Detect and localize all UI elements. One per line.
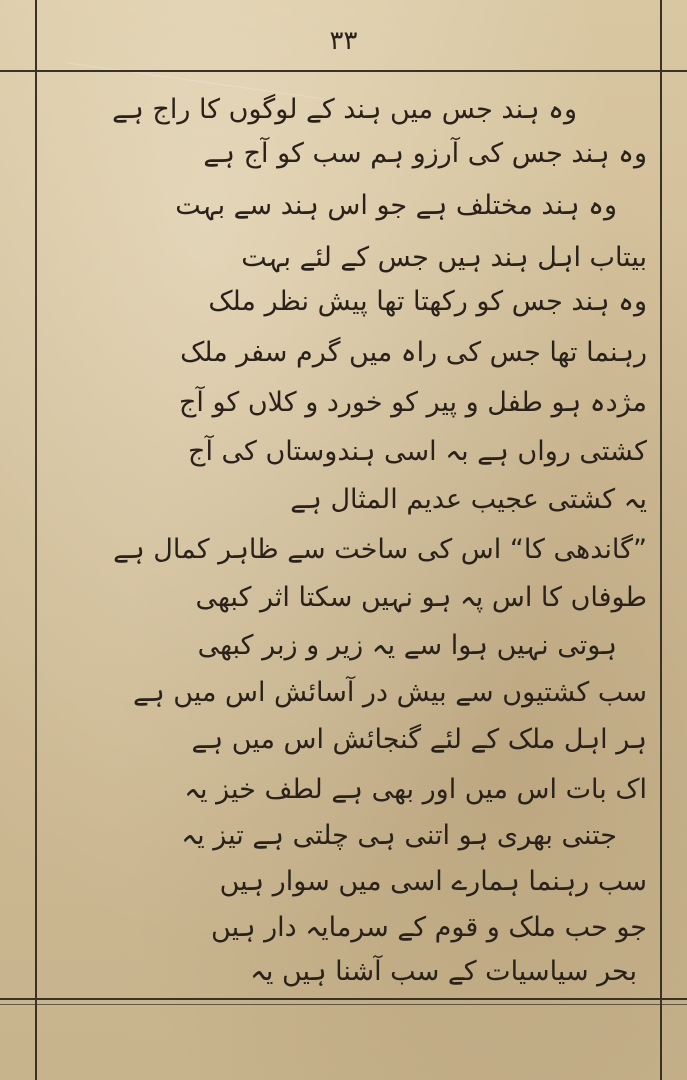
verse-line: سب رہنما ہمارے اسی میں سوار ہیں: [219, 866, 647, 897]
verse-line: وہ ہند مختلف ہے جو اس ہند سے بہت: [175, 190, 617, 221]
header-rule: [0, 70, 687, 72]
verse-line: ہر اہل ملک کے لئے گنجائش اس میں ہے: [191, 724, 647, 755]
verse-line: جو حب ملک و قوم کے سرمایہ دار ہیں: [211, 912, 647, 943]
page-number: ۳۳: [329, 26, 358, 56]
footer-rule: [0, 998, 687, 1000]
verse-line: طوفاں کا اس پہ ہو نہیں سکتا اثر کبھی: [195, 582, 647, 613]
verse-line: جتنی بھری ہو اتنی ہی چلتی ہے تیز یہ: [181, 820, 617, 851]
footer-rule-thin: [0, 1004, 687, 1005]
verse-line: رہنما تھا جس کی راہ میں گرم سفر ملک: [180, 337, 647, 368]
verse-line: سب کشتیوں سے بیش در آسائش اس میں ہے: [133, 677, 647, 708]
verse-line: وہ ہند جس کی آرزو ہم سب کو آج ہے: [203, 138, 647, 169]
verse-line: وہ ہند جس میں ہند کے لوگوں کا راج ہے: [112, 94, 577, 125]
left-margin-rule: [35, 0, 37, 1080]
verse-line: وہ ہند جس کو رکھتا تھا پیش نظر ملک: [208, 286, 647, 317]
verse-line: یہ کشتی عجیب عدیم المثال ہے: [290, 484, 647, 515]
verse-line: ”گاندھی کا“ اس کی ساخت سے ظاہر کمال ہے: [113, 534, 647, 565]
right-margin-rule: [660, 0, 662, 1080]
verse-line: بیتاب اہل ہند ہیں جس کے لئے بہت: [241, 242, 647, 273]
verse-line: ہوتی نہیں ہوا سے یہ زیر و زبر کبھی: [197, 630, 617, 661]
verse-line: کشتی رواں ہے بہ اسی ہندوستاں کی آج: [188, 436, 647, 467]
verse-line: بحر سیاسیات کے سب آشنا ہیں یہ: [250, 956, 637, 987]
verse-line: اک بات اس میں اور بھی ہے لطف خیز یہ: [184, 774, 647, 805]
verse-line: مژدہ ہو طفل و پیر کو خورد و کلاں کو آج: [178, 387, 647, 418]
